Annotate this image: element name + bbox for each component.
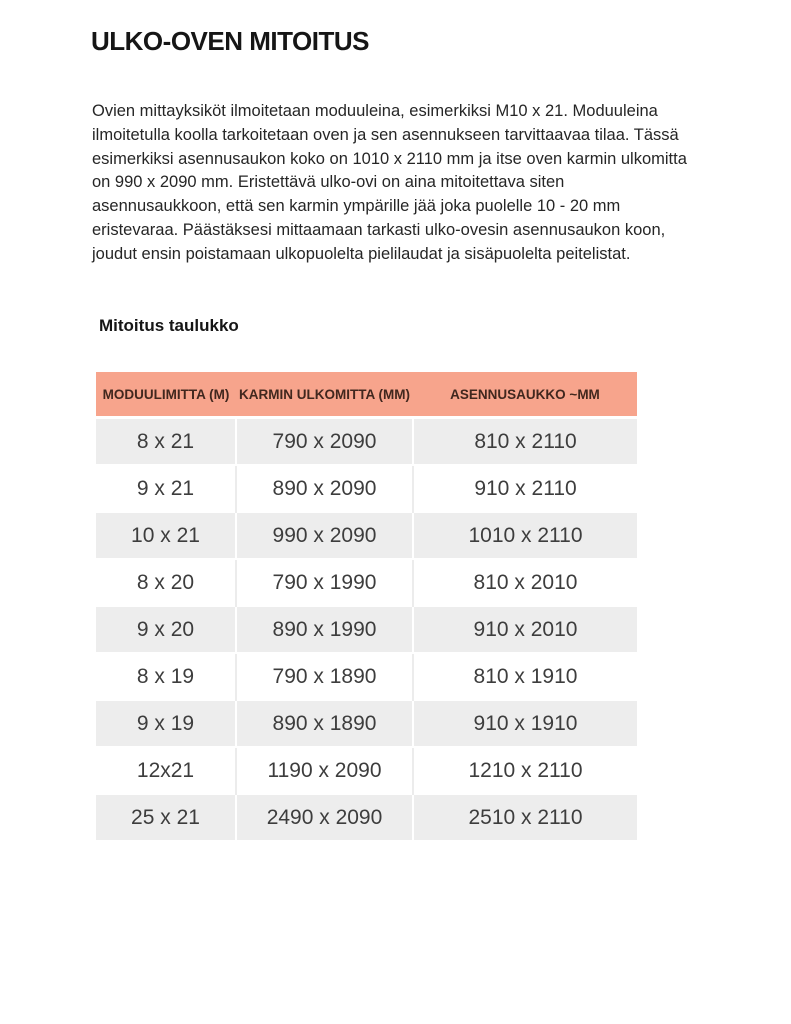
- cell-karmin-ulkomitta: 790 x 1990: [236, 559, 413, 606]
- sizing-table: [96, 372, 637, 840]
- table-row: [96, 512, 637, 559]
- cell-karmin-ulkomitta: 890 x 2090: [236, 465, 413, 512]
- cell-karmin-ulkomitta: 890 x 1990: [236, 606, 413, 653]
- cell-moduulimitta: 10 x 21: [96, 512, 236, 559]
- page-title: ULKO-OVEN MITOITUS: [91, 26, 369, 56]
- cell-karmin-ulkomitta: 790 x 1890: [236, 653, 413, 700]
- intro-line: ilmoitetulla koolla tarkoitetaan oven ja sen asennukseen tarvittaavaa tilaa. Tässä: [92, 125, 679, 144]
- table-header-row: [96, 372, 637, 418]
- cell-asennusaukko: 910 x 2010: [413, 606, 637, 653]
- intro-line: Ovien mittayksiköt ilmoitetaan moduuleina, esimerkiksi M10 x 21. Moduuleina: [92, 102, 658, 120]
- table-row: [96, 465, 637, 512]
- cell-karmin-ulkomitta: 1190 x 2090: [236, 747, 413, 794]
- header-moduulimitta: MODUULIMITTA (M): [96, 372, 236, 418]
- cell-karmin-ulkomitta: 990 x 2090: [236, 512, 413, 559]
- cell-karmin-ulkomitta: 2490 x 2090: [236, 794, 413, 840]
- cell-asennusaukko: 810 x 1910: [413, 653, 637, 700]
- cell-moduulimitta: 8 x 20: [96, 559, 236, 606]
- cell-moduulimitta: 9 x 19: [96, 700, 236, 747]
- header-karmin-ulkomitta: KARMIN ULKOMITTA (MM): [236, 372, 413, 418]
- intro-line: eristevaraa. Päästäksesi mittaamaan tarkasti ulko-ovesin asennusaukon koon,: [92, 220, 666, 239]
- cell-asennusaukko: 810 x 2110: [413, 418, 637, 466]
- cell-asennusaukko: 910 x 1910: [413, 700, 637, 747]
- cell-moduulimitta: 25 x 21: [96, 794, 236, 840]
- header-asennusaukko: ASENNUSAUKKO ~MM: [413, 372, 637, 418]
- cell-asennusaukko: 810 x 2010: [413, 559, 637, 606]
- intro-line: asennusaukkoon, että sen karmin ympärille jää joka puolelle 10 - 20 mm: [92, 197, 621, 216]
- table-row: [96, 700, 637, 747]
- cell-moduulimitta: 8 x 21: [96, 418, 236, 466]
- cell-moduulimitta: 9 x 21: [96, 465, 236, 512]
- cell-asennusaukko: 1010 x 2110: [413, 512, 637, 559]
- cell-asennusaukko: 1210 x 2110: [413, 747, 637, 794]
- table-row: [96, 747, 637, 794]
- table-row: [96, 559, 637, 606]
- section-heading: Mitoitus taulukko: [99, 316, 239, 335]
- intro-paragraph: [92, 100, 742, 267]
- cell-moduulimitta: 12x21: [96, 747, 236, 794]
- cell-moduulimitta: 9 x 20: [96, 606, 236, 653]
- table-row: [96, 653, 637, 700]
- cell-asennusaukko: 910 x 2110: [413, 465, 637, 512]
- intro-line: on 990 x 2090 mm. Eristettävä ulko-ovi on aina mitoitettava siten: [92, 173, 565, 192]
- table-row: [96, 606, 637, 653]
- cell-karmin-ulkomitta: 790 x 2090: [236, 418, 413, 466]
- cell-karmin-ulkomitta: 890 x 1890: [236, 700, 413, 747]
- table-row: [96, 418, 637, 466]
- intro-line: joudut ensin poistamaan ulkopuolelta pielilaudat ja sisäpuolelta peitelistat.: [92, 244, 631, 263]
- table-row: [96, 794, 637, 840]
- intro-line: esimerkiksi asennusaukon koko on 1010 x 2110 mm ja itse oven karmin ulkomitta: [92, 149, 687, 168]
- cell-asennusaukko: 2510 x 2110: [413, 794, 637, 840]
- cell-moduulimitta: 8 x 19: [96, 653, 236, 700]
